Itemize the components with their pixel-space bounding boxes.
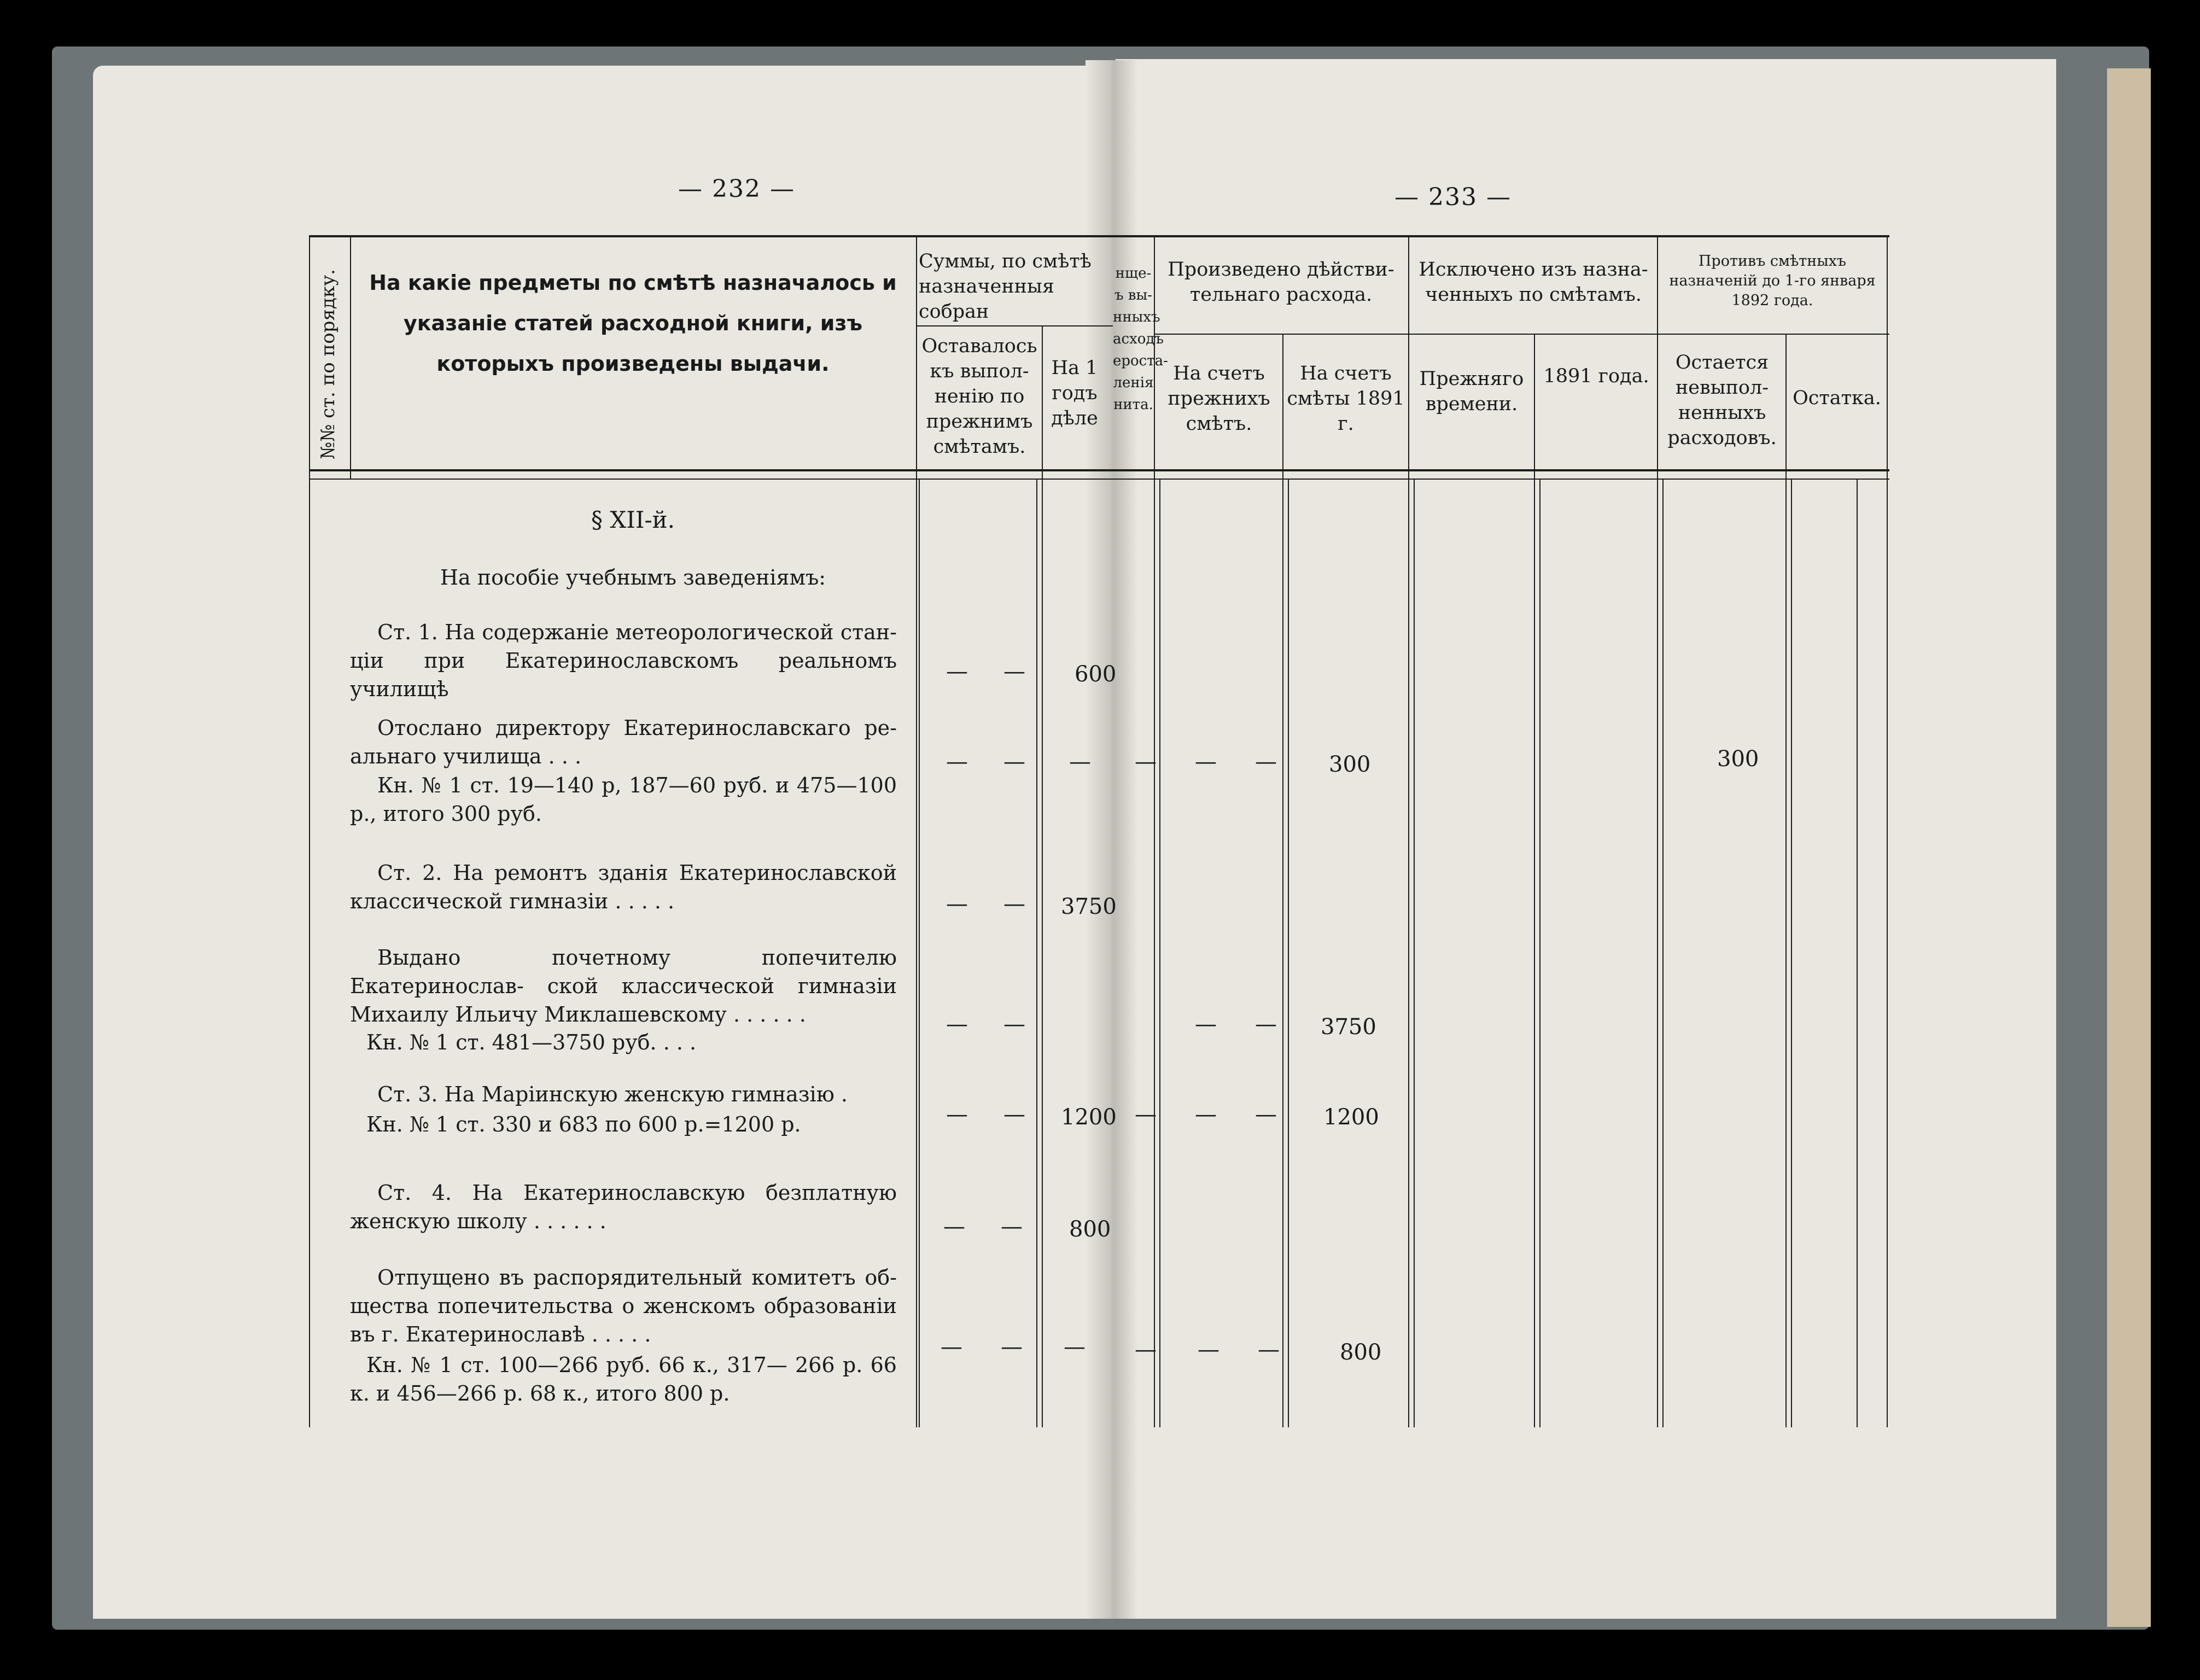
dash: —	[1001, 1214, 1023, 1239]
col-rule	[1414, 479, 1415, 1427]
dash: —	[1255, 1102, 1277, 1127]
dash: —	[1003, 749, 1025, 774]
col-rule	[1785, 334, 1787, 1427]
entry-book-ref: Кн. № 1 ст. 330 и 683 по 600 р.=1200 р.	[366, 1112, 801, 1136]
dash: —	[1258, 1337, 1280, 1362]
entry-text: Ст. 3. На Маріинскую женскую гимназію .	[377, 1082, 848, 1106]
col-rule	[916, 235, 917, 1427]
dash: —	[1069, 749, 1091, 774]
entry-text: Ст. 2. На ремонтъ зданія Екатеринославской классической гимназіи . . . . .	[350, 861, 897, 913]
col-rule	[1408, 235, 1409, 1427]
actual-1891-value: 3750	[1321, 1014, 1376, 1040]
dash: —	[946, 749, 968, 774]
entry-text: Отослано директору Екатеринославскаго ре- альнаго училища . . .	[350, 716, 897, 768]
remaining-unfulfilled-value: 300	[1717, 746, 1759, 772]
col-rule	[1042, 325, 1043, 1427]
entry-book-ref: Кн. № 1 ст. 19—140 р, 187—60 руб. и 475—100 р., итого 300 руб.	[350, 773, 897, 826]
col-rule	[1159, 479, 1160, 1427]
page-number-left: — 232 —	[678, 175, 795, 203]
page-number-right: — 233 —	[1394, 183, 1512, 211]
col-rule	[309, 235, 310, 1427]
header-bottom-rule-right	[1110, 469, 1889, 471]
dash: —	[1195, 749, 1217, 774]
actual-1891-value: 300	[1329, 752, 1371, 777]
dash: —	[1003, 1012, 1025, 1037]
header-col-sums-group: Суммы, по смѣтѣ назначенныя собран	[919, 250, 1092, 323]
dash: —	[1001, 1334, 1023, 1360]
col-rule	[1657, 235, 1658, 1427]
col-rule	[1791, 479, 1792, 1427]
header-col-excluded-1891: 1891 года.	[1543, 365, 1649, 387]
sum-1891-value: 1200	[1061, 1105, 1117, 1130]
header-col-excluded-prev: Прежняго времени.	[1419, 368, 1524, 415]
dash: —	[1195, 1102, 1217, 1127]
dash: —	[941, 1334, 962, 1360]
dash: —	[1255, 1012, 1277, 1037]
dash: —	[946, 1102, 968, 1127]
col-rule	[1662, 479, 1664, 1427]
entry-text: Ст. 1. На содержаніе метеорологической стан- ціи при Екатеринославскомъ реальномъ училищѣ	[350, 620, 897, 701]
page-edge	[2107, 68, 2151, 1627]
dash: —	[946, 1012, 968, 1037]
actual-1891-value: 800	[1340, 1340, 1382, 1365]
dash: —	[943, 1214, 965, 1239]
dash: —	[1195, 1012, 1217, 1037]
header-sub-rule-left	[916, 325, 1113, 326]
entry-book-ref: Кн. № 1 ст. 100—266 руб. 66 к., 317— 266 р. 66 к. и 456—266 р. 68 к., итого 800 р.	[350, 1353, 897, 1405]
dash: —	[1135, 1102, 1157, 1127]
dash: —	[1198, 1337, 1219, 1362]
table-top-rule-right	[1110, 235, 1889, 237]
col-rule	[1154, 235, 1155, 1427]
header-bottom-rule2-left	[309, 479, 1113, 480]
col-rule	[1282, 334, 1283, 1427]
col-rule	[350, 235, 351, 479]
dash: —	[1255, 749, 1277, 774]
entry-book-ref: Кн. № 1 ст. 481—3750 руб. . . .	[366, 1030, 697, 1054]
header-col-sums-prev: Оставалось къ выпол- ненію по прежнимъ смѣтамъ.	[921, 335, 1037, 458]
dash: —	[1003, 891, 1025, 917]
header-col-number: №№ ст. по порядку.	[317, 269, 339, 459]
header-col-against-group: Противъ смѣтныхъ назначеній до 1-го января 1892 года.	[1669, 253, 1876, 309]
col-rule	[1887, 235, 1888, 1427]
header-col-actual-group: Произведено дѣйстви- тельнаго расхода.	[1168, 259, 1394, 306]
dash: —	[946, 891, 968, 917]
sum-1891-value: 800	[1069, 1217, 1111, 1242]
header-col-against-unfulfilled: Остается невыпол- ненныхъ расходовъ.	[1667, 352, 1777, 449]
header-col-excluded-group: Исключено изъ назна- ченныхъ по смѣтамъ.	[1419, 259, 1648, 306]
col-rule	[1036, 479, 1037, 1427]
header-sub-rule-right	[1154, 334, 1889, 335]
table-top-rule-left	[309, 235, 1113, 237]
header-col-items: На какіе предметы по смѣтѣ назначалось и указаніе статей расходной книги, изъ которыхъ произведены выдачи.	[369, 271, 897, 376]
dash: —	[1003, 659, 1025, 684]
header-col-sums-1891: На 1 годъ дѣле	[1051, 357, 1098, 429]
dash: —	[1135, 1337, 1157, 1362]
col-rule	[1539, 479, 1540, 1427]
dash: —	[1064, 1334, 1086, 1360]
header-col-partial: нще- ъ вы- нныхъ асходъ ероста- ленія нита.	[1113, 265, 1168, 413]
dash: —	[946, 659, 968, 684]
section-subtitle: На пособіе учебнымъ заведеніямъ:	[440, 565, 826, 590]
header-col-actual-1891: На счетъ смѣты 1891 г.	[1287, 363, 1405, 435]
entry-text: Выдано почетному попечителю Екатеринослав- ской классической гимназіи Михаилу Ильичу Миклашевскому . . . . . .	[350, 946, 897, 1026]
header-bottom-rule-left	[309, 469, 1113, 471]
col-rule	[919, 479, 920, 1427]
dash: —	[1135, 749, 1157, 774]
col-rule	[1534, 334, 1535, 1427]
sum-1891-value: 3750	[1061, 894, 1117, 919]
entry-text: Отпущено въ распорядительный комитетъ об- щества попечительства о женскомъ образованіи въ г. Екатеринославѣ . . . . .	[350, 1265, 897, 1346]
section-title: § XII-й.	[591, 506, 675, 533]
entry-text: Ст. 4. На Екатеринославскую безплатную женскую школу . . . . . .	[350, 1181, 897, 1233]
col-rule	[1857, 479, 1858, 1427]
actual-1891-value: 1200	[1323, 1105, 1379, 1130]
header-col-actual-prev: На счетъ прежнихъ смѣтъ.	[1168, 363, 1270, 435]
header-col-against-remainder: Остатка.	[1793, 387, 1881, 409]
header-bottom-rule2-right	[1110, 479, 1889, 480]
sum-1891-value: 600	[1075, 662, 1117, 687]
dash: —	[1003, 1102, 1025, 1127]
col-rule	[1288, 479, 1289, 1427]
